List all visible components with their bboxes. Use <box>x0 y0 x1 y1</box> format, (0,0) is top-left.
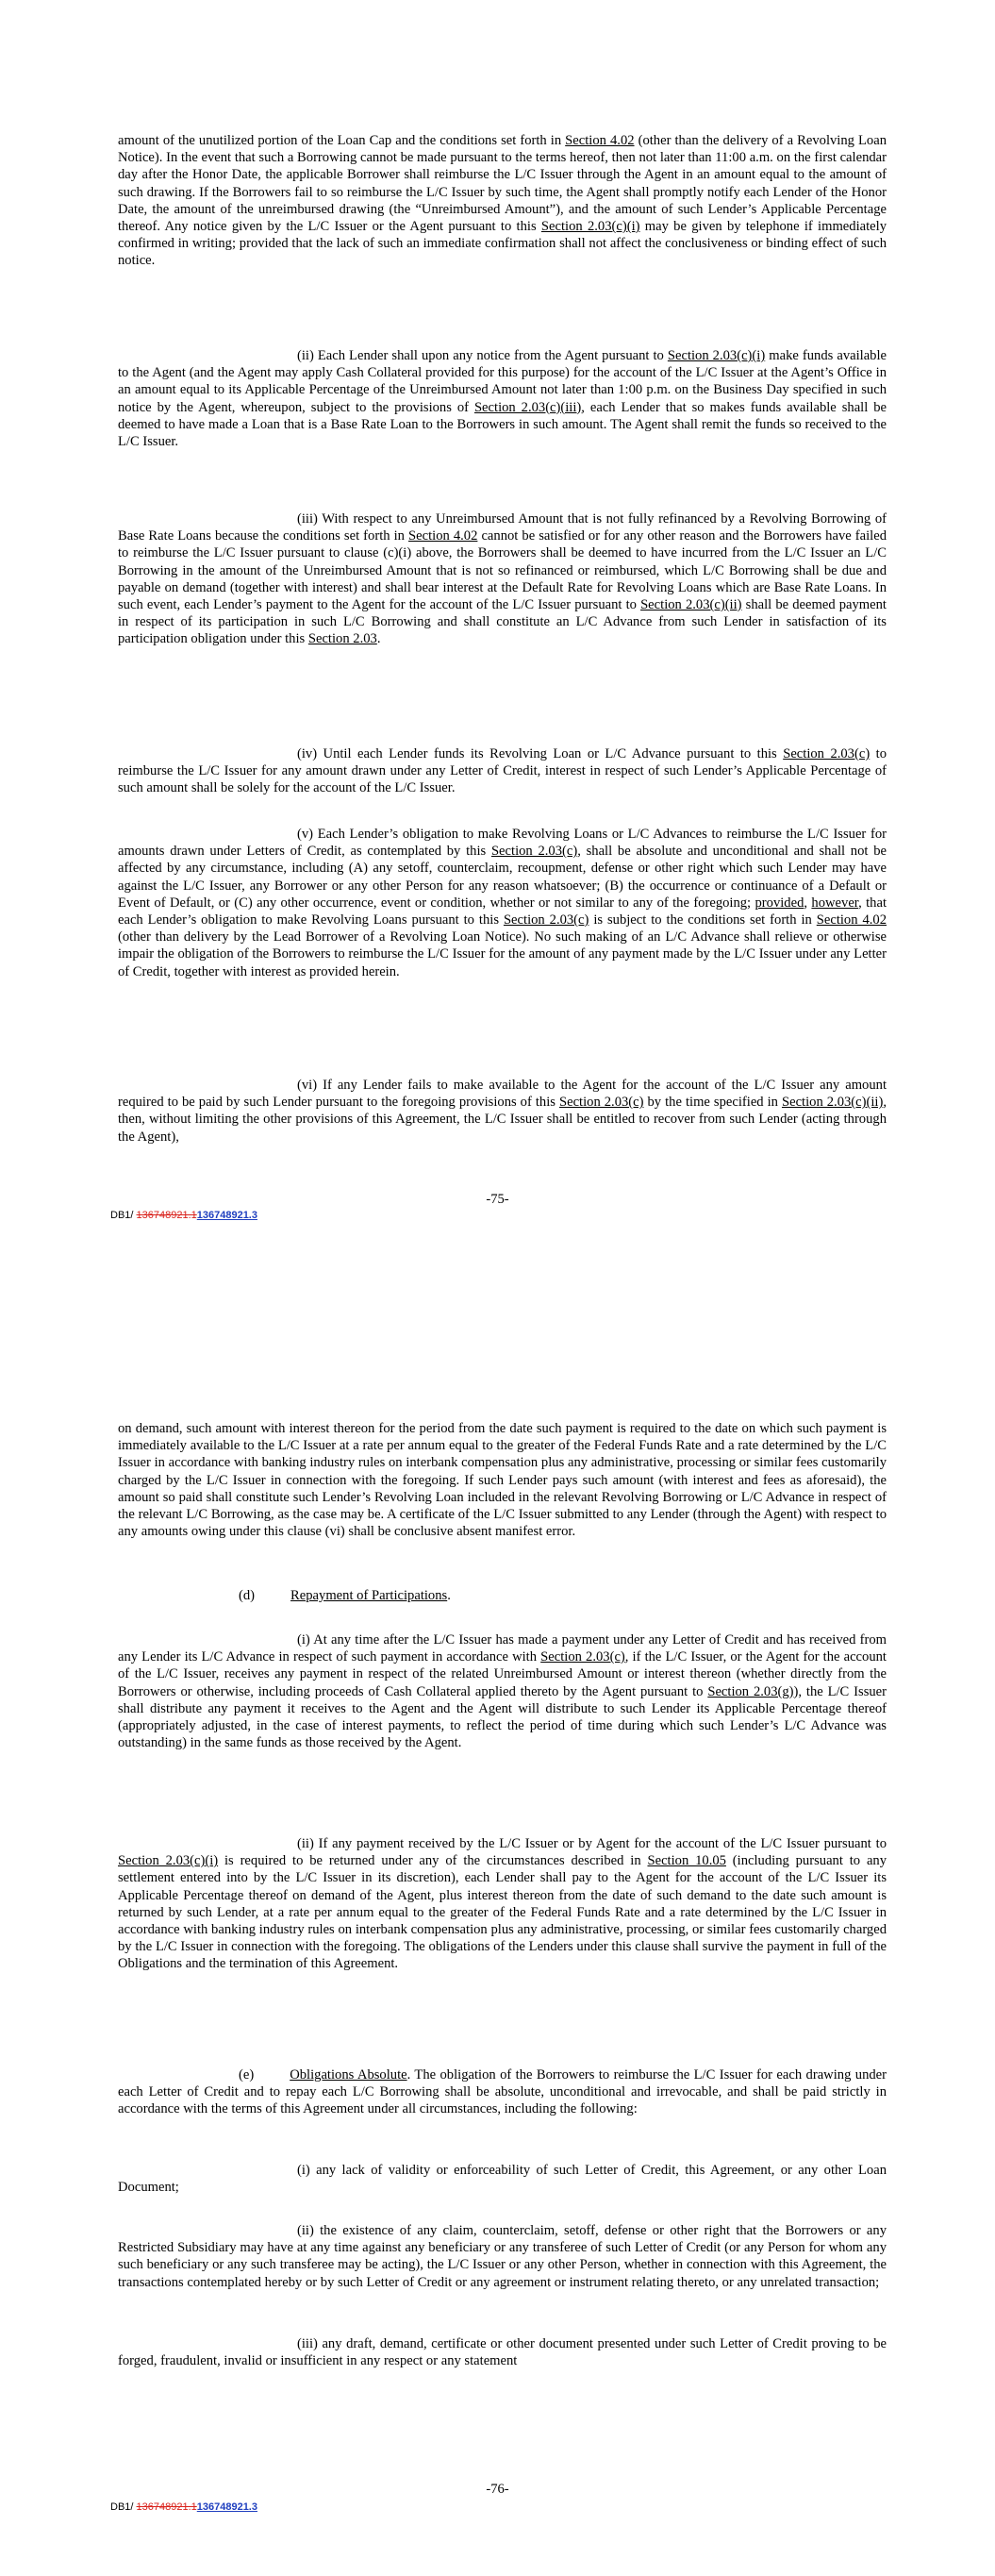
section-title: Repayment of Participations <box>290 1588 448 1603</box>
paragraph-c-iv: (iv) Until each Lender funds its Revolving Loan or L/C Advance pursuant to this Section 2.03(c) to reimburse the L/C Issuer for any amount drawn under any Letter of Credit, interest in respect of such Lender’s Applicable Percentage of such amount shall be solely for the account of the L/C Issuer. <box>118 746 887 796</box>
paragraph-e-i: (i) any lack of validity or enforceability of such Letter of Credit, this Agreement, or any other Loan Document; <box>118 2163 887 2196</box>
section-ref: Section 2.03 <box>307 631 377 647</box>
section-ref: Section 2.03(c) <box>540 1649 625 1665</box>
section-ref: Section 2.03(c)(iii) <box>473 399 582 415</box>
section-ref: Section 10.05 <box>647 1853 726 1869</box>
document-id-footer: DB1/ 136748921.1136748921.3 <box>110 2501 257 2513</box>
paragraph-c-iii: (iii) With respect to any Unreimbursed Amount that is not fully refinanced by a Revolving Borrowing of Base Rate Loans because the conditions set forth in Section 4.02 cannot be satisfied or for any other reason and the Borrowers have failed to reimburse the L/C Issuer pursuant to clause (c)(i) above, the Borrowers shall be deemed to have incurred from the L/C Issuer an L/C Borrowing in the amount of the Unreimbursed Amount that is not so refinanced or reimbursed, which L/C Borrowing shall be due and payable on demand (together with interest) and shall bear interest at the Default Rate for Revolving Loans which are Base Rate Loans. In such event, each Lender’s payment to the Agent for the account of the L/C Issuer pursuant to Section 2.03(c)(ii) shall be deemed payment in respect of its participation in such L/C Borrowing and shall constitute an L/C Advance from such Lender in satisfaction of its participation obligation under this Section 2.03. <box>118 511 887 647</box>
section-ref: Section 2.03(c)(i) <box>540 219 640 235</box>
paragraph-e-iii: (iii) any draft, demand, certificate or other document presented under such Letter of Credit proving to be forged, fraudulent, invalid or insufficient in any respect or any statement <box>118 2336 887 2369</box>
paragraph-intro: amount of the unutilized portion of the Loan Cap and the conditions set forth in Section 4.02 (other than the delivery of a Revolving Loan Notice). In the event that such a Borrowing cannot be made pursuant to the terms hereof, then not later than 11:00 a.m. on the first calendar day after the Honor Date, the applicable Borrower shall reimburse the L/C Issuer through the Agent in an amount equal to the amount of such drawing. If the Borrowers fail to so reimburse the L/C Issuer by such time, the Agent shall promptly notify each Lender of the Honor Date, the amount of the unreimbursed drawing (the “Unreimbursed Amount”), and the amount of such Lender’s Applicable Percentage thereof. Any notice given by the L/C Issuer or the Agent pursuant to this Section 2.03(c)(i) may be given by telephone if immediately confirmed in writing; provided that the lack of such an immediate confirmation shall not affect the conclusiveness or binding effect of such notice. <box>118 133 887 269</box>
page-number: -76- <box>486 2482 509 2497</box>
page-76 <box>0 1288 995 2576</box>
paragraph-e: (e) Obligations Absolute. The obligation of the Borrowers to reimburse the L/C Issuer for each drawing under each Letter of Credit and to repay each L/C Borrowing shall be absolute, unconditional and irrevocable, and shall be paid strictly in accordance with the terms of this Agreement under all circumstances, including the following: <box>118 2067 887 2117</box>
deleted-version: 136748921.1 <box>136 1210 197 1221</box>
section-ref: Section 2.03(c)(ii) <box>781 1095 884 1111</box>
page-number: -75- <box>486 1192 509 1207</box>
section-d-heading: (d) Repayment of Participations. <box>239 1588 451 1603</box>
inserted-version: 136748921.3 <box>196 1210 257 1221</box>
section-ref: Section 2.03(c)(i) <box>667 348 766 363</box>
paragraph-e-ii: (ii) the existence of any claim, counterclaim, setoff, defense or other right that the Borrowers or any Restricted Subsidiary may have at any time against any beneficiary or any transferee of such Letter of Credit (or any Person for whom any such beneficiary or any such transferee may be acting), the L/C Issuer or any other Person, whether in connection with this Agreement, the transactions contemplated hereby or by such Letter of Credit or any agreement or instrument relating thereto, or any unrelated transaction; <box>118 2223 887 2290</box>
section-ref: Section 2.03(g) <box>707 1683 794 1699</box>
paragraph-d-ii: (ii) If any payment received by the L/C Issuer or by Agent for the account of the L/C Issuer pursuant to Section 2.03(c)(i) is required to be returned under any of the circumstances described in Section 10.05 (including pursuant to any settlement entered into by the L/C Issuer in its discretion), each Lender shall pay to the Agent for the account of the L/C Issuer its Applicable Percentage thereof on demand of the Agent, plus interest thereon from the date of such demand to the date such amount is returned by such Lender, at a rate per annum equal to the greater of the Federal Funds Rate and a rate determined by the L/C Issuer in accordance with banking industry rules on interbank compensation plus any administrative, processing, or similar fees customarily charged by the L/C Issuer in connection with the foregoing. The obligations of the Lenders under this clause shall survive the payment in full of the Obligations and the termination of this Agreement. <box>118 1836 887 1972</box>
section-ref: Section 2.03(c)(i) <box>118 1853 219 1869</box>
paragraph-c-ii: (ii) Each Lender shall upon any notice from the Agent pursuant to Section 2.03(c)(i) make funds available to the Agent (and the Agent may apply Cash Collateral provided for this purpose) for the account of the L/C Issuer at the Agent’s Office in an amount equal to its Applicable Percentage of the Unreimbursed Amount not later than 1:00 p.m. on the Business Day specified in such notice by the Agent, whereupon, subject to the provisions of Section 2.03(c)(iii), each Lender that so makes funds available shall be deemed to have made a Loan that is a Base Rate Loan to the Borrowers in such amount. The Agent shall remit the funds so received to the L/C Issuer. <box>118 348 887 450</box>
section-ref: Section 4.02 <box>816 912 887 928</box>
section-ref: Section 2.03(c) <box>490 844 578 860</box>
document-id-footer: DB1/ 136748921.1136748921.3 <box>110 1210 257 1221</box>
section-ref: Section 4.02 <box>565 133 635 148</box>
section-ref: Section 4.02 <box>408 528 478 544</box>
section-ref: Section 2.03(c) <box>503 912 589 928</box>
section-ref: Section 2.03(c) <box>558 1095 644 1111</box>
paragraph-c-vi: (vi) If any Lender fails to make available to the Agent for the account of the L/C Issuer any amount required to be paid by such Lender pursuant to the foregoing provisions of this Section 2.03(c) by the time specified in Section 2.03(c)(ii), then, without limiting the other provisions of this Agreement, the L/C Issuer shall be entitled to recover from such Lender (acting through the Agent), <box>118 1078 887 1145</box>
paragraph-d-i: (i) At any time after the L/C Issuer has made a payment under any Letter of Credit and has received from any Lender its L/C Advance in respect of such payment in accordance with Section 2.03(c), if the L/C Issuer, or the Agent for the account of the L/C Issuer, receives any payment in respect of the related Unreimbursed Amount or interest thereon (whether directly from the Borrowers or otherwise, including proceeds of Cash Collateral applied thereto by the Agent pursuant to Section 2.03(g)), the L/C Issuer shall distribute any payment it receives to the Agent and the Agent will distribute to such Lender its Applicable Percentage thereof (appropriately adjusted, in the case of interest payments, to reflect the period of time during which such Lender’s L/C Advance was outstanding) in the same funds as those received by the Agent. <box>118 1632 887 1751</box>
deleted-version: 136748921.1 <box>136 2501 197 2513</box>
section-ref: Section 2.03(c) <box>783 746 871 761</box>
inserted-version: 136748921.3 <box>196 2501 257 2513</box>
section-ref: Section 2.03(c)(ii) <box>640 597 742 613</box>
section-title: Obligations Absolute <box>290 2067 407 2083</box>
paragraph-c-v: (v) Each Lender’s obligation to make Revolving Loans or L/C Advances to reimburse the L/C Issuer for amounts drawn under Letters of Credit, as contemplated by this Section 2.03(c), shall be absolute and unconditional and shall not be affected by any circumstance, including (A) any setoff, counterclaim, recoupment, defense or other right which such Lender may have against the L/C Issuer, any Borrower or any other Person for any reason whatsoever; (B) the occurrence or continuance of a Default or Event of Default, or (C) any other occurrence, event or condition, whether or not similar to any of the foregoing; provided, however, that each Lender’s obligation to make Revolving Loans pursuant to this Section 2.03(c) is subject to the conditions set forth in Section 4.02 (other than delivery by the Lead Borrower of a Revolving Loan Notice). No such making of an L/C Advance shall relieve or otherwise impair the obligation of the Borrowers to reimburse the L/C Issuer for the amount of any payment made by the L/C Issuer under any Letter of Credit, together with interest as provided herein. <box>118 827 887 979</box>
paragraph-c-vi-continued: on demand, such amount with interest thereon for the period from the date such payment is required to the date on which such payment is immediately available to the L/C Issuer at a rate per annum equal to the greater of the Federal Funds Rate and a rate determined by the L/C Issuer in accordance with banking industry rules on interbank compensation plus any administrative, processing or similar fees customarily charged by the L/C Issuer in connection with the foregoing. If such Lender pays such amount (with interest and fees as aforesaid), the amount so paid shall constitute such Lender’s Revolving Loan included in the relevant Revolving Borrowing or L/C Advance in respect of the relevant L/C Borrowing, as the case may be. A certificate of the L/C Issuer submitted to any Lender (through the Agent) with respect to any amounts owing under this clause (vi) shall be conclusive absent manifest error. <box>118 1421 887 1540</box>
